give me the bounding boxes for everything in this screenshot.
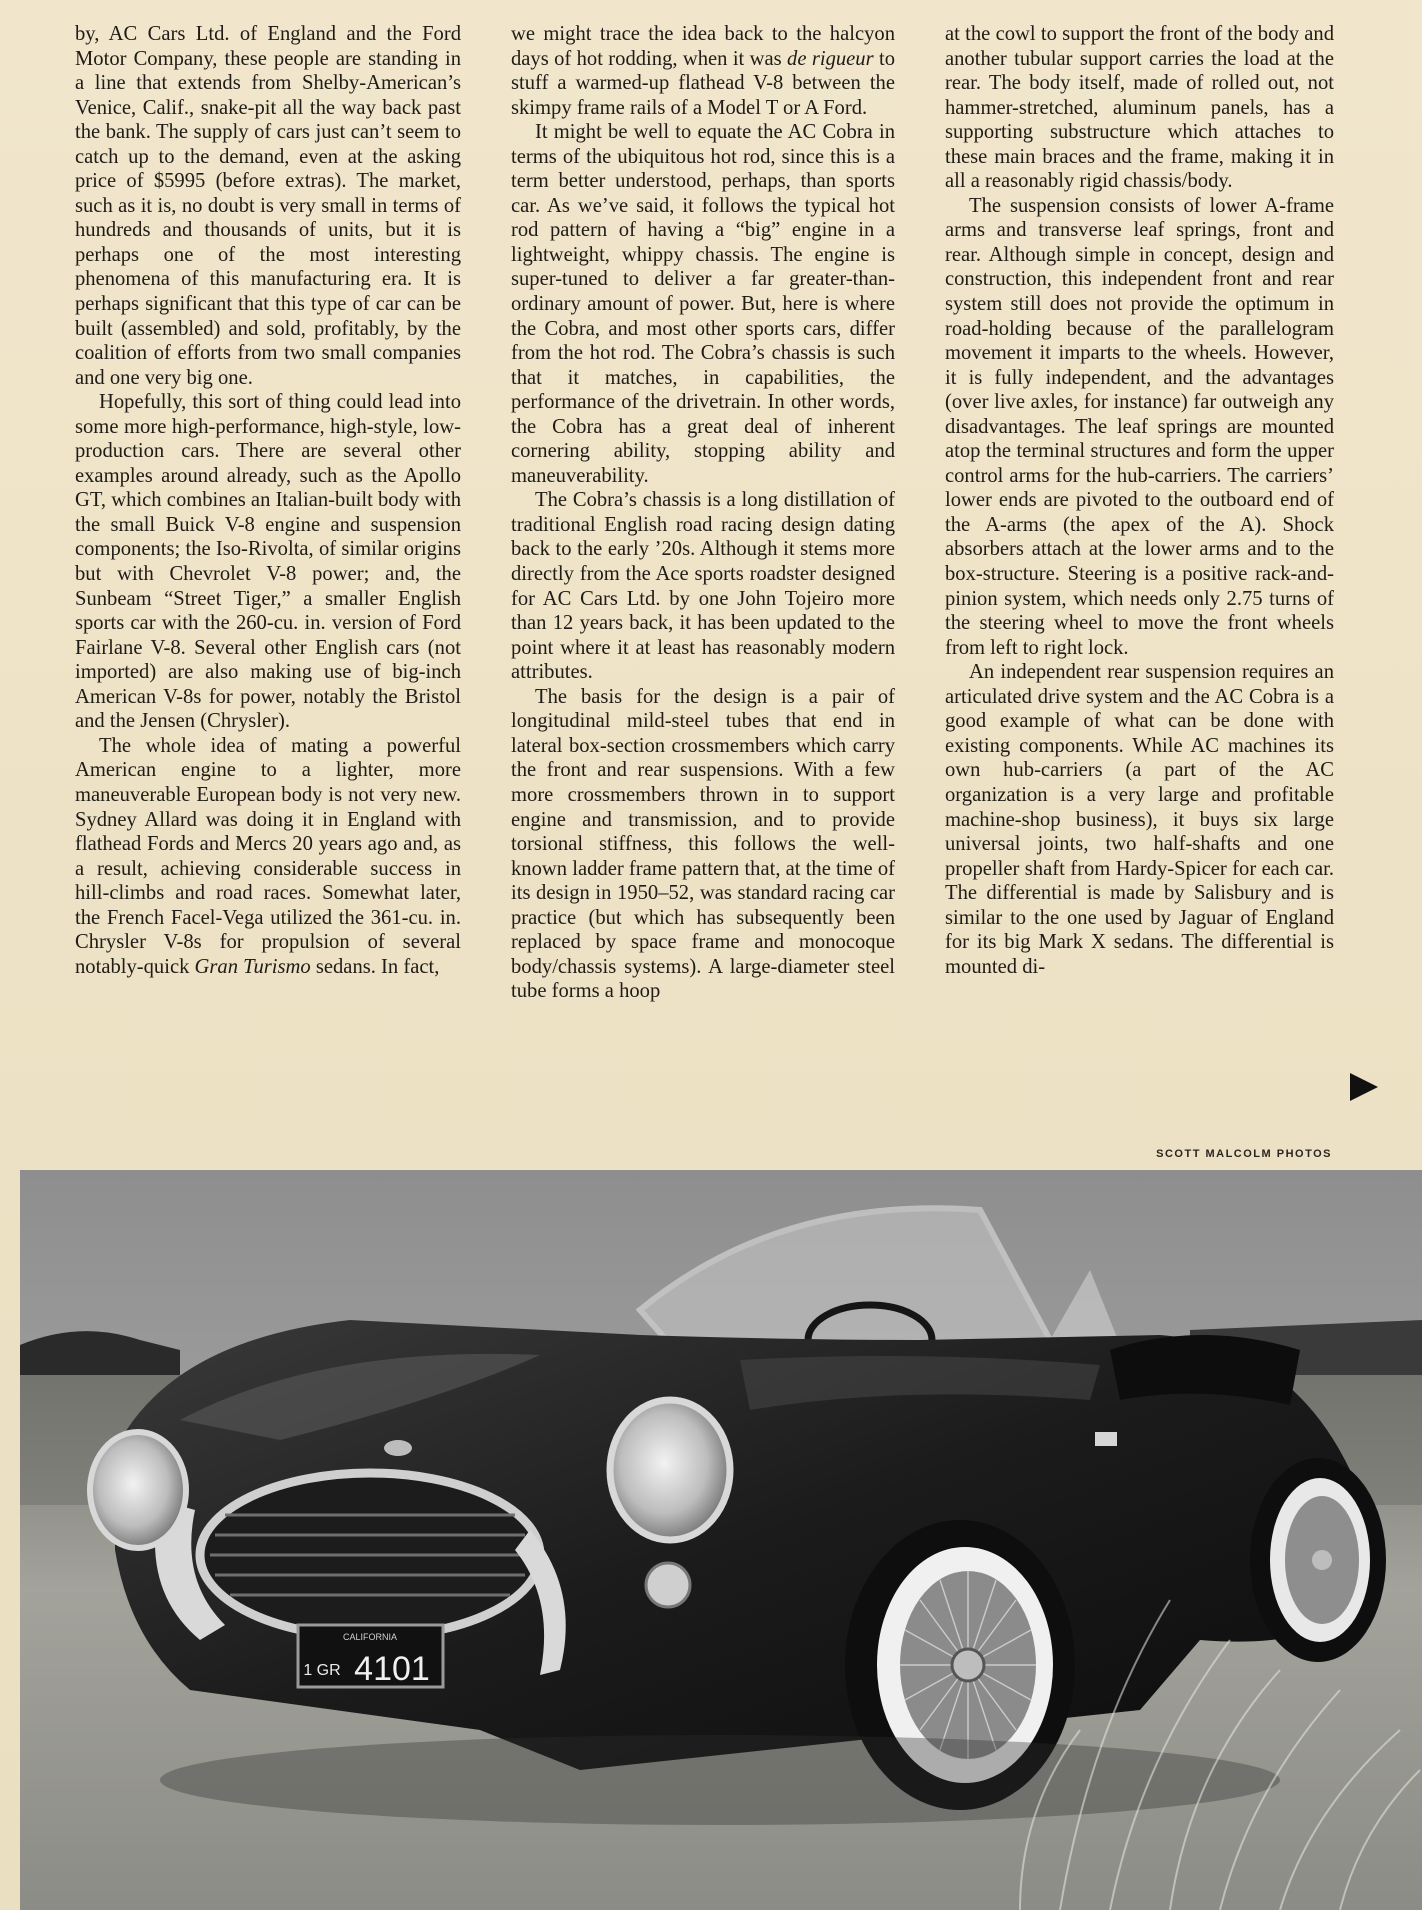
paragraph: Hopefully, this sort of thing could lead into some more high-performance, high-style, low-production cars. There are several other examples around already, such as the Apollo GT, which combines an Italian-built body with the small Buick V-8 engine and suspension components; the Iso-Rivolta, of similar origins but with Chevrolet V-8 power; and, the Sunbeam “Street Tiger,” a smaller English sports car with the 260-cu. in. version of Ford Fairlane V-8. Several other English cars (not imported) are also making use of big-inch American V-8s for power, notably the Bristol and the Jensen (Chrysler). (75, 391, 461, 733)
plate-number: 4101 (354, 1650, 430, 1688)
paragraph: An independent rear suspension requires an articulated drive system and the AC Cobra is a good example of what can be done with existing components. While AC machines its own hub-carriers (a part of the AC organization is a very large and profitable machine-shop business), it buys six large universal joints, two half-shafts and one propeller shaft from Hardy-Spicer for each car. The differential is made by Salisbury and is similar to the one used by Jaguar of England for its big Mark X sedans. The differential is mounted di- (945, 661, 1334, 978)
paragraph: at the cowl to support the front of the body and another tubular support carries the load at the rear. The body itself, made of rolled out, not hammer-stretched, aluminum panels, has a supporting substructure which attaches to these main braces and the frame, making it in all a reasonably rigid chassis/body. (945, 23, 1334, 193)
continue-arrow-icon (1350, 1073, 1378, 1101)
ac-cobra-illustration (20, 1170, 1422, 1910)
paragraph: The basis for the design is a pair of longitudinal mild-steel tubes that end in lateral box-section crossmembers which carry the front and rear suspensions. With a few more crossmembers thrown in to support engine and transmission, and to provide torsional stiffness, this follows the well-known ladder frame pattern that, at the time of its design in 1950–52, was standard racing car practice (but which has subsequently been replaced by space frame and monocoque body/chassis systems). A large-diameter steel tube forms a hoop (511, 685, 895, 1003)
paragraph: It might be well to equate the AC Cobra in terms of the ubiquitous hot rod, since this is a term better understood, perhaps, than sports car. As we’ve said, it follows the typical hot rod pattern of having a “big” engine in a lightweight, whippy chassis. The engine is super-tuned to deliver a far greater-than-ordinary amount of power. But, here is where the Cobra, and most other sports cars, differ from the hot rod. The Cobra’s chassis is such that it matches, in capabilities, the performance of the drivetrain. In other words, the Cobra has a great deal of inherent cornering ability, stopping ability and maneuverability. (511, 121, 895, 487)
paragraph: we might trace the idea back to the halcyon days of hot rodding, when it was de rigueur to stuff a warmed-up flathead V-8 between the skimpy frame rails of a Model T or A Ford. (511, 23, 896, 119)
paragraph: by, AC Cars Ltd. of England and the Ford Motor Company, these people are standing in a line that extends from Shelby-American’s Venice, Calif., snake-pit all the way back past the bank. The supply of cars just can’t seem to catch up to the demand, even at the asking price of $5995 (before extras). The market, such as it is, no doubt is very small in terms of hundreds and thousands of units, but it is perhaps one of the most interesting phenomena of this manufacturing era. It is perhaps significant that this type of car can be built (assembled) and sold, profitably, by the coalition of efforts from two small companies and one very big one. (75, 23, 461, 389)
photo-credit: SCOTT MALCOLM PHOTOS (1156, 1148, 1332, 1160)
paragraph: The whole idea of mating a powerful American engine to a lighter, more maneuverable European body is not very new. Sydney Allard was doing it in England with flathead Fords and Mercs 20 years ago and, as a result, achieving considerable success in hill-climbs and road races. Somewhat later, the French Facel-Vega utilized the 361-cu. in. Chrysler V-8s for propulsion of several notably-quick Gran Turismo sedans. In fact, (75, 734, 461, 978)
text-column-3 (945, 22, 1334, 979)
paragraph: The Cobra’s chassis is a long distillation of traditional English road racing design dating back to the early ’20s. Although it stems more directly from the Ace sports roadster designed for AC Cars Ltd. by one John Tojeiro more than 12 years back, it has been updated to the point where it at least has reasonably modern attributes. (511, 489, 895, 684)
text-column-2 (511, 22, 895, 1004)
paragraph: The suspension consists of lower A-frame arms and transverse leaf springs, front and rear. Although simple in concept, design and construction, this independent front and rear system still does not provide the optimum in road-holding because of the parallelogram movement it imparts to the wheels. However, it is fully independent, and the advantages (over live axles, for instance) far outweigh any disadvantages. The leaf springs are mounted atop the terminal structures and form the upper control arms for the hub-carriers. The carriers’ lower ends are pivoted to the outboard end of the A-arms (the apex of the A). Shock absorbers attach at the lower arms and to the box-structure. Steering is a positive rack-and-pinion system, which needs only 2.75 turns of the steering wheel to move the front wheels from left to right lock. (945, 194, 1334, 659)
car-photo (20, 1170, 1422, 1910)
text-column-1 (75, 22, 461, 979)
plate-prefix: 1 GR (303, 1662, 341, 1679)
plate-state: CALIFORNIA (342, 1632, 398, 1642)
